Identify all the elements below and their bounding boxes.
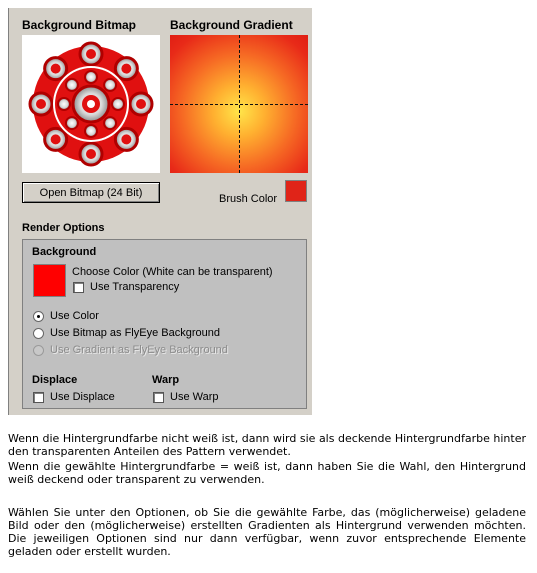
background-color-swatch[interactable] [33, 264, 66, 297]
use-displace-checkbox[interactable] [33, 392, 44, 403]
use-bitmap-label: Use Bitmap as FlyEye Background [50, 327, 220, 339]
use-displace-label: Use Displace [50, 391, 115, 403]
use-bitmap-radio[interactable] [33, 328, 44, 339]
warp-title: Warp [152, 374, 180, 386]
use-transparency-checkbox[interactable] [73, 282, 84, 293]
render-options-header: Render Options [22, 222, 105, 234]
use-warp-label: Use Warp [170, 391, 219, 403]
background-group-title: Background [32, 246, 97, 258]
description-paragraph-1: Wenn die Hintergrundfarbe nicht weiß ist, dann wird sie als deckende Hintergrundfarbe hinter den transparenten Anteilen des Pattern verwendet. [8, 432, 526, 458]
displace-title: Displace [32, 374, 78, 386]
open-bitmap-button[interactable]: Open Bitmap (24 Bit) [22, 182, 160, 203]
use-gradient-label: Use Gradient as FlyEye Background [50, 344, 228, 356]
brush-color-swatch[interactable] [285, 180, 307, 202]
use-color-label: Use Color [50, 310, 99, 322]
bitmap-preview [22, 35, 160, 173]
background-bitmap-header: Background Bitmap [22, 18, 137, 32]
choose-color-label: Choose Color (White can be transparent) [72, 266, 273, 278]
use-warp-checkbox[interactable] [153, 392, 164, 403]
gradient-preview[interactable] [170, 35, 308, 173]
description-paragraph-3: Wählen Sie unter den Optionen, ob Sie die gewählte Farbe, das (möglicherweise) geladene Bild oder den (möglicherweise) erstellten Gradienten als Hintergrund verwenden möchten. Die jeweiligen Optionen sind nur dann verfügbar, wenn zuvor entsprechende Elemente geladen oder erstellt wurden. [8, 506, 526, 558]
render-settings-panel [8, 8, 312, 415]
pattern-bitmap-image [22, 35, 160, 173]
background-gradient-header: Background Gradient [170, 18, 293, 32]
use-transparency-label: Use Transparency [90, 281, 180, 293]
description-paragraph-2: Wenn die gewählte Hintergrundfarbe = weiß ist, dann haben Sie die Wahl, den Hintergrund weiß deckend oder transparent zu verwenden. [8, 460, 526, 486]
crosshair-horizontal [170, 104, 308, 105]
brush-color-label: Brush Color [219, 193, 278, 205]
use-color-radio[interactable] [33, 311, 44, 322]
use-gradient-radio[interactable] [33, 345, 44, 356]
background-group [22, 239, 307, 409]
